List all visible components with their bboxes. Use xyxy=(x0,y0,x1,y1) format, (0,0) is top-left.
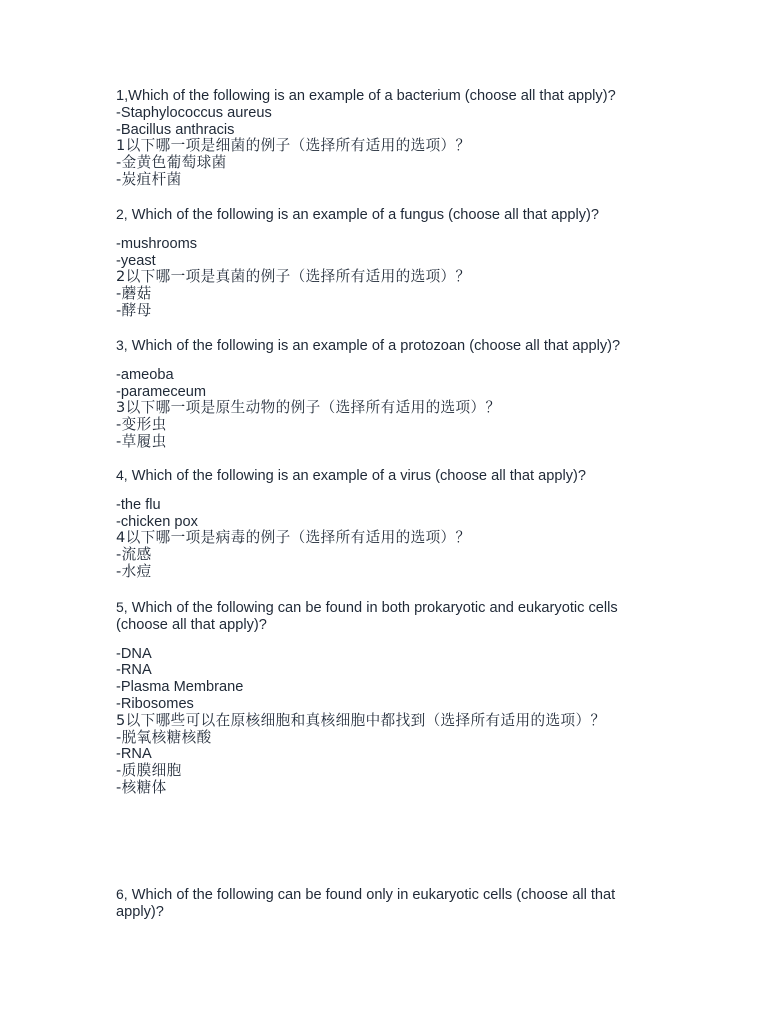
question-4-translation-number: 4 xyxy=(116,529,126,547)
question-5-number: 5, xyxy=(116,599,128,615)
question-5-text xyxy=(116,599,661,634)
question-4-block xyxy=(116,467,661,581)
question-4-number: 4, xyxy=(116,467,128,483)
question-5-prompt: Which of the following can be found in both prokaryotic and eukaryotic cells (choose all that apply)? xyxy=(116,600,618,633)
question-4-text xyxy=(116,467,661,485)
question-1-translation-answer-1: -金黄色葡萄球菌 xyxy=(116,154,227,172)
question-3-translation-answer-2: -草履虫 xyxy=(116,432,167,450)
question-4-spacer xyxy=(116,485,661,497)
question-3-translation-prompt: 以下哪一项是原生动物的例子（选择所有适用的选项）？ xyxy=(125,399,501,417)
question-3-text xyxy=(116,337,661,355)
question-4-answer-2: -chicken pox xyxy=(116,513,198,530)
question-5-answer-4: -Ribosomes xyxy=(116,695,194,712)
question-2-translation-prompt: 以下哪一项是真菌的例子（选择所有适用的选项）？ xyxy=(125,268,471,286)
question-3-translation-number: 3 xyxy=(116,399,126,417)
question-1-number: 1, xyxy=(116,88,129,104)
question-3-block xyxy=(116,337,661,451)
question-5-translation xyxy=(116,713,661,730)
question-2-number: 2, xyxy=(116,206,128,222)
question-5-translation-answer-2: -RNA xyxy=(116,746,152,763)
question-1-translation-number: 1 xyxy=(116,137,126,155)
question-5-block xyxy=(116,599,661,797)
question-3-answer-1: -ameoba xyxy=(116,366,174,383)
question-3-spacer xyxy=(116,355,661,367)
question-1-translation-prompt: 以下哪一项是细菌的例子（选择所有适用的选项）？ xyxy=(125,137,471,155)
question-2-translation-number: 2 xyxy=(116,268,126,286)
question-2-answer-1: -mushrooms xyxy=(116,235,198,252)
question-1-translation-answer-2: -炭疽杆菌 xyxy=(116,170,182,188)
question-5-translation-answer-3: -质膜细胞 xyxy=(116,762,182,780)
question-3-translation xyxy=(116,400,661,417)
question-2-translation-answer-1: -蘑菇 xyxy=(116,285,152,303)
question-5-translation-number: 5 xyxy=(116,711,126,729)
question-5-spacer xyxy=(116,634,661,646)
question-4-prompt: Which of the following is an example of a virus (choose all that apply)? xyxy=(127,468,587,484)
question-3-translation-answer-1: -变形虫 xyxy=(116,416,167,434)
question-1-answer-1: -Staphylococcus aureus xyxy=(116,104,272,121)
question-2-answer-2: -yeast xyxy=(116,252,156,269)
question-6-prompt: Which of the following can be found only in eukaryotic cells (choose all that apply)? xyxy=(116,887,616,920)
question-3-prompt: Which of the following is an example of a protozoan (choose all that apply)? xyxy=(127,338,621,354)
question-2-prompt: Which of the following is an example of a fungus (choose all that apply)? xyxy=(127,207,600,223)
question-6-text xyxy=(116,886,661,921)
question-1-translation xyxy=(116,138,661,155)
question-1-prompt: Which of the following is an example of a bacterium (choose all that apply)? xyxy=(128,88,616,104)
question-5-translation-prompt: 以下哪些可以在原核细胞和真核细胞中都找到（选择所有适用的选项）？ xyxy=(125,711,606,729)
question-1-text xyxy=(116,88,661,105)
question-5-answer-3: -Plasma Membrane xyxy=(116,679,244,696)
question-2-translation-answer-2: -酵母 xyxy=(116,301,152,319)
question-5-answer-2: -RNA xyxy=(116,662,152,679)
question-5-translation-answer-1: -脱氧核糖核酸 xyxy=(116,728,212,746)
question-4-translation-prompt: 以下哪一项是病毒的例子（选择所有适用的选项）？ xyxy=(125,529,471,547)
question-3-number: 3, xyxy=(116,337,128,353)
question-4-translation-answer-1: -流感 xyxy=(116,546,152,564)
question-3-answer-2: -parameceum xyxy=(116,383,207,400)
question-2-text xyxy=(116,206,661,224)
question-2-spacer xyxy=(116,224,661,236)
question-4-answer-1: -the flu xyxy=(116,496,161,513)
question-2-translation xyxy=(116,269,661,286)
question-6-number: 6, xyxy=(116,886,128,902)
question-5-translation-answer-4: -核糖体 xyxy=(116,778,167,796)
question-1-block xyxy=(116,88,661,189)
question-4-translation-answer-2: -水痘 xyxy=(116,562,152,580)
question-4-translation xyxy=(116,530,661,547)
question-2-block xyxy=(116,206,661,320)
question-6-block xyxy=(116,886,661,921)
question-1-answer-2: -Bacillus anthracis xyxy=(116,121,235,138)
question-5-answer-1: -DNA xyxy=(116,645,152,662)
